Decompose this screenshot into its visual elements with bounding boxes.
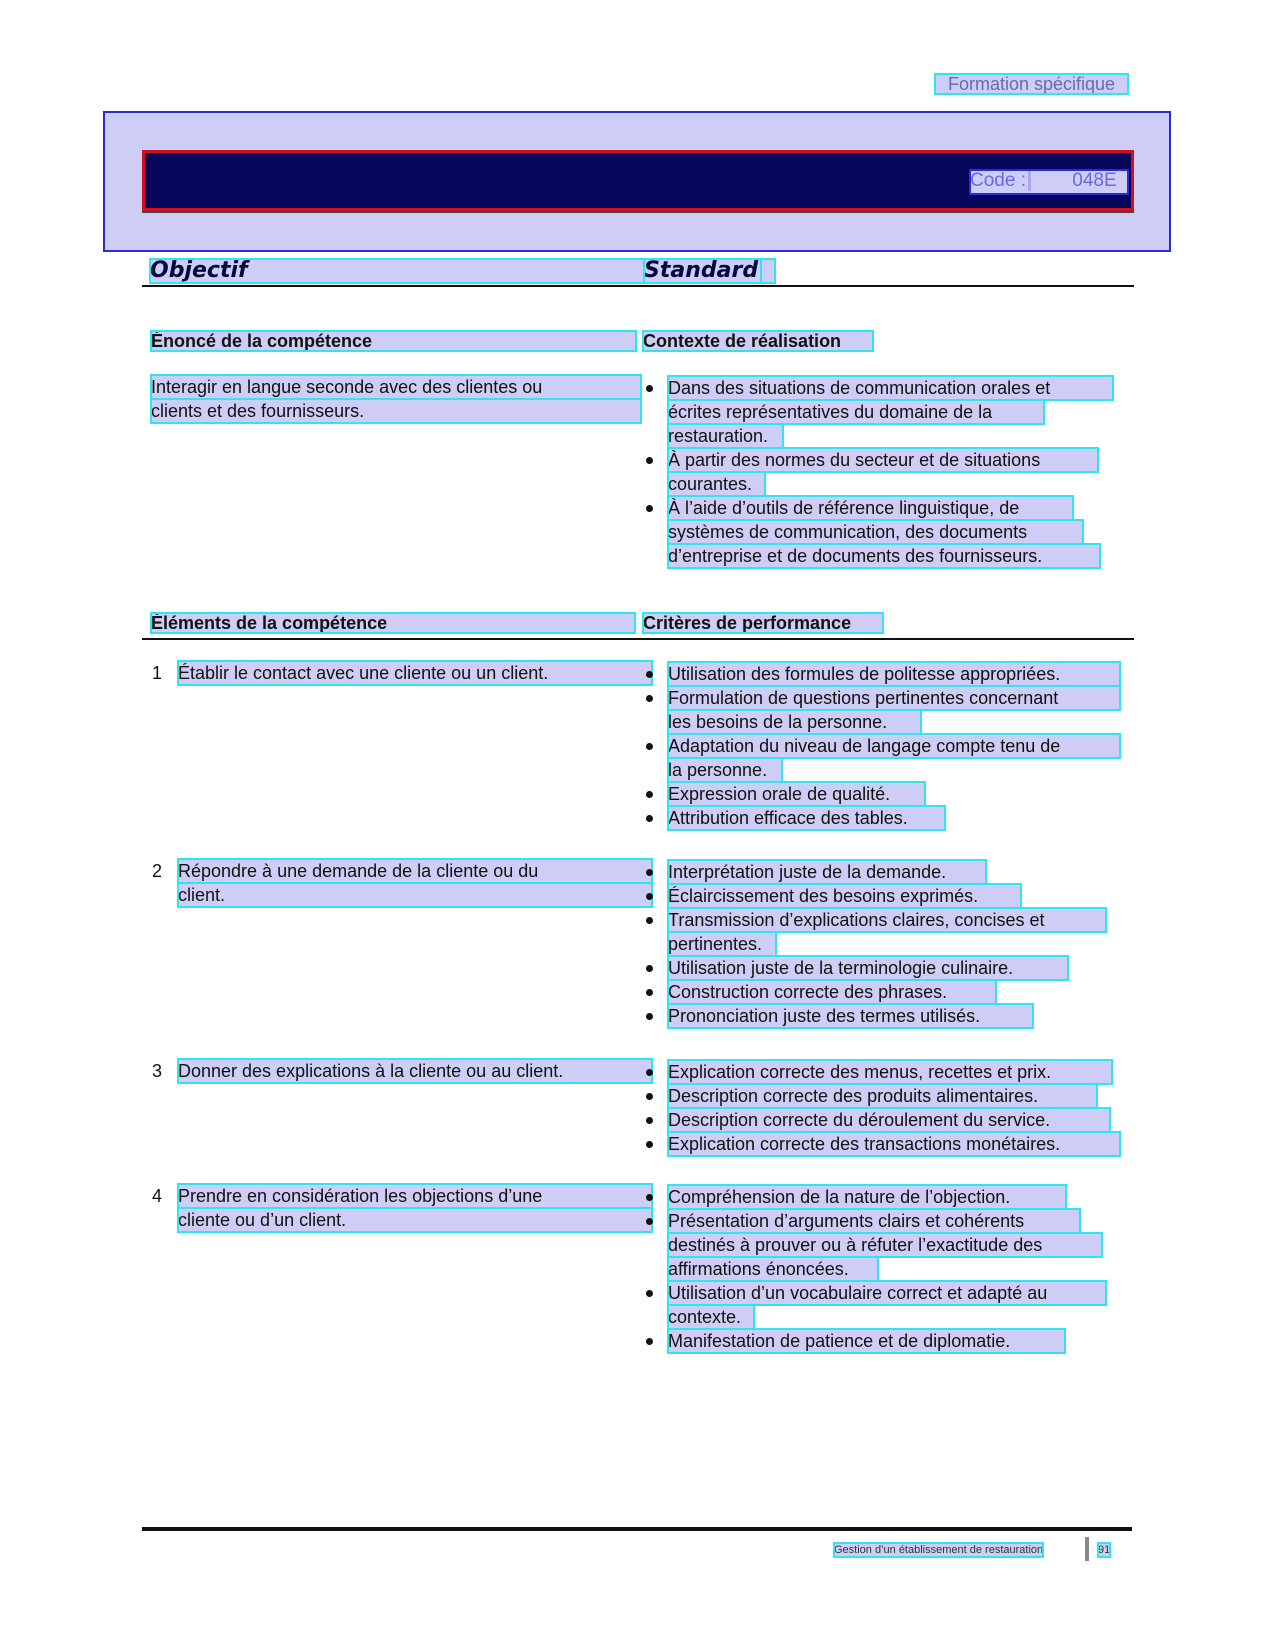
bullet-icon (646, 989, 653, 996)
criterion: Expression orale de qualité. (645, 782, 1125, 806)
element-number: 3 (152, 1061, 163, 1081)
bullet-icon (646, 869, 653, 876)
elements-heading: Éléments de la compétence (151, 613, 635, 633)
criterion: Éclaircissement des besoins exprimés. (645, 884, 1125, 908)
objective-title: Objectif (150, 259, 775, 283)
element-text: Établir le contact avec une cliente ou un client. (178, 661, 652, 685)
bullet-icon (646, 1218, 653, 1225)
element-text: cliente ou d’un client. (178, 1208, 652, 1232)
criterion: Formulation de questions pertinentes concernant les besoins de la personne. (645, 686, 1125, 734)
bullet-icon (646, 1013, 653, 1020)
criterion: Description correcte du déroulement du service. (645, 1108, 1125, 1132)
code-label: Code : (970, 170, 1026, 191)
criteria-list-2 (645, 860, 1125, 1028)
running-title: Formation spécifique (935, 74, 1128, 94)
context-heading: Contexte de réalisation (643, 331, 873, 351)
criteria-heading: Critères de performance (643, 613, 883, 633)
code-separator (1028, 171, 1031, 191)
criterion: Attribution efficace des tables. (645, 806, 1125, 830)
criteria-list-1 (645, 662, 1125, 830)
criterion: Adaptation du niveau de langage compte tenu de la personne. (645, 734, 1125, 782)
title-rule (142, 285, 1134, 287)
footer-program: Gestion d’un établissement de restauration (834, 1544, 1044, 1556)
page-number: 91 (1098, 1544, 1111, 1556)
bullet-icon (646, 695, 653, 702)
element-4 (152, 1184, 632, 1232)
criterion: Description correcte des produits alimentaires. (645, 1084, 1125, 1108)
criterion: Utilisation juste de la terminologie culinaire. (645, 956, 1125, 980)
element-1 (152, 661, 632, 685)
criteria-list-4 (645, 1185, 1125, 1353)
bullet-icon (646, 385, 653, 392)
criterion: Utilisation d’un vocabulaire correct et adapté au contexte. (645, 1281, 1125, 1329)
bullet-icon (646, 1338, 653, 1345)
bullet-icon (646, 893, 653, 900)
context-item: À partir des normes du secteur et de situations courantes. (645, 448, 1125, 496)
criteria-list-3 (645, 1060, 1125, 1156)
bullet-icon (646, 1141, 653, 1148)
element-number: 4 (152, 1186, 163, 1206)
title-bar-underline (142, 211, 1134, 213)
criterion: Compréhension de la nature de l’objection. (645, 1185, 1125, 1209)
criterion: Manifestation de patience et de diplomatie. (645, 1329, 1125, 1353)
element-number: 2 (152, 861, 163, 881)
standard-title: Standard (644, 259, 761, 283)
bullet-icon (646, 917, 653, 924)
bullet-icon (646, 1194, 653, 1201)
competency-code (970, 170, 1128, 194)
criterion: Transmission d’explications claires, concises et pertinentes. (645, 908, 1125, 956)
bullet-icon (646, 815, 653, 822)
statement-heading: Énoncé de la compétence (151, 331, 636, 351)
bullet-icon (646, 791, 653, 798)
element-text: client. (178, 883, 652, 907)
bullet-icon (646, 1117, 653, 1124)
bullet-icon (646, 1069, 653, 1076)
criterion: Présentation d’arguments clairs et cohérents destinés à prouver ou à réfuter l’exactitude des affirmations énoncées. (645, 1209, 1125, 1281)
bullet-icon (646, 1093, 653, 1100)
code-value: 048E (1072, 170, 1117, 191)
criterion: Explication correcte des menus, recettes et prix. (645, 1060, 1125, 1084)
bullet-icon (646, 671, 653, 678)
footer-separator (1085, 1537, 1089, 1561)
criterion: Prononciation juste des termes utilisés. (645, 1004, 1125, 1028)
footer-rule (142, 1527, 1132, 1531)
element-text: Prendre en considération les objections d’une (178, 1184, 652, 1208)
element-number: 1 (152, 663, 163, 683)
element-2 (152, 859, 632, 907)
bullet-icon (646, 1290, 653, 1297)
statement-line: clients et des fournisseurs. (151, 399, 641, 423)
criterion: Construction correcte des phrases. (645, 980, 1125, 1004)
criterion: Interprétation juste de la demande. (645, 860, 1125, 884)
competence-statement (151, 375, 641, 423)
bullet-icon (646, 743, 653, 750)
context-item: À l’aide d’outils de référence linguistique, de systèmes de communication, des documents d’entreprise et de documents des fournisseurs. (645, 496, 1125, 568)
element-3 (152, 1059, 632, 1083)
context-list (645, 376, 1125, 568)
elements-rule (142, 638, 1134, 640)
element-text: Donner des explications à la cliente ou au client. (178, 1059, 652, 1083)
bullet-icon (646, 457, 653, 464)
criterion: Explication correcte des transactions monétaires. (645, 1132, 1125, 1156)
element-text: Répondre à une demande de la cliente ou du (178, 859, 652, 883)
context-item: Dans des situations de communication orales et écrites représentatives du domaine de la restauration. (645, 376, 1125, 448)
bullet-icon (646, 505, 653, 512)
criterion: Utilisation des formules de politesse appropriées. (645, 662, 1125, 686)
statement-line: Interagir en langue seconde avec des clientes ou (151, 375, 641, 399)
bullet-icon (646, 965, 653, 972)
